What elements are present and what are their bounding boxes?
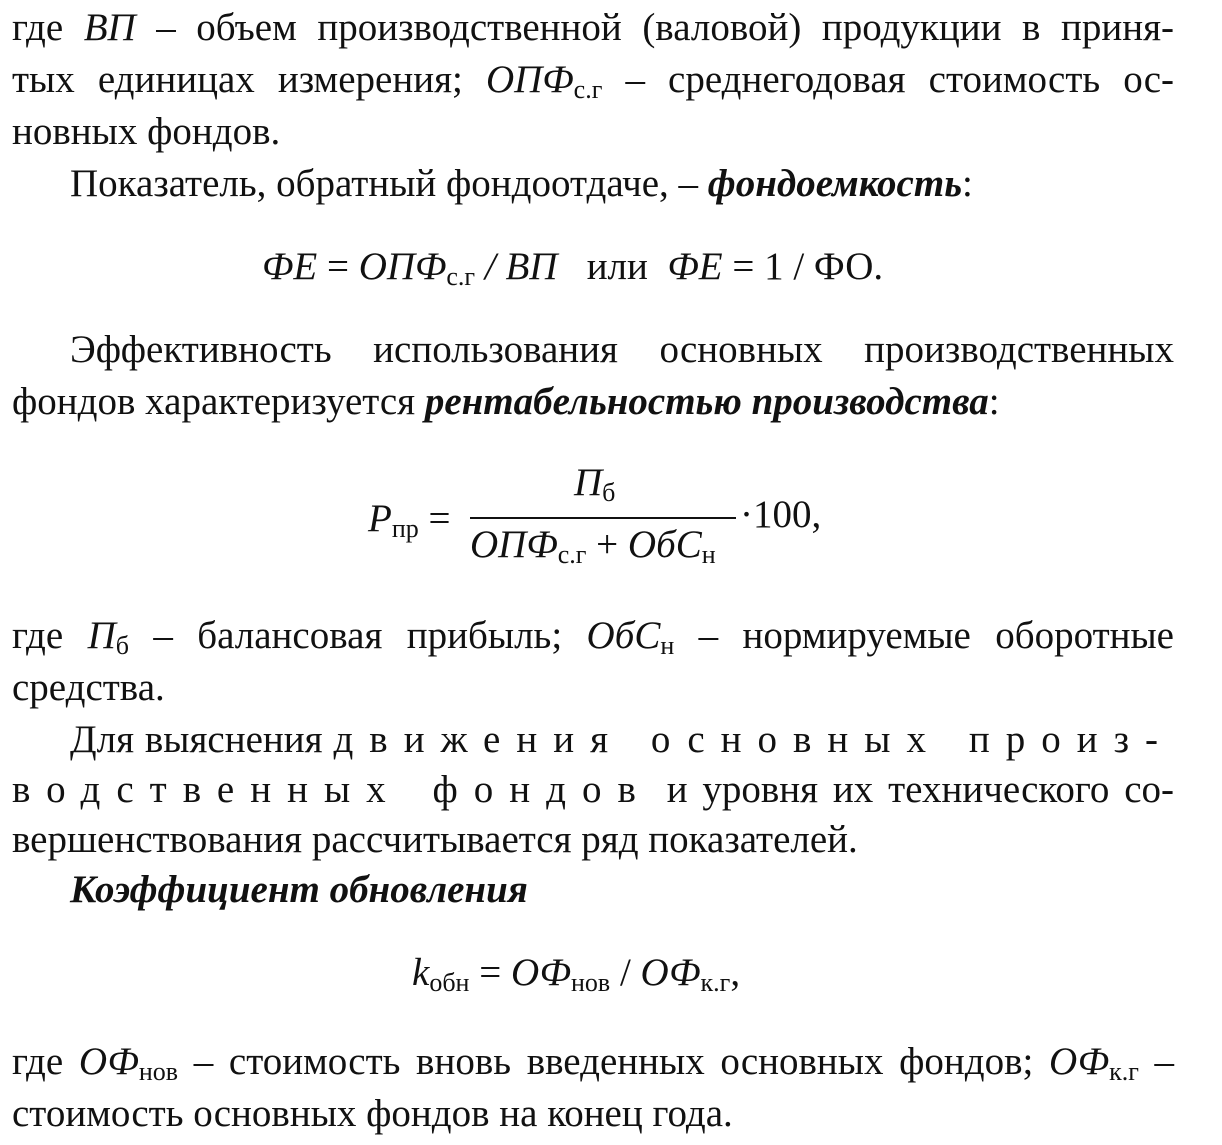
paragraph-line: тых единицах измерения; $ОПФ_{с.г}$ – среднегодовая стоимость ос- [12,58,1174,104]
paragraph-line: вершенствования рассчитывается ряд показателей. [12,818,858,861]
fraction-denominator: $ОПФ_{с.г} + ОбС_н$ [470,523,716,569]
paragraph-line: стоимость основных фондов на конец года. [12,1092,733,1135]
paragraph-line: средства. [12,666,165,709]
term-fondoemkost: фондоемкость [707,162,963,205]
term-rentabelnost: рентабельностью производства [424,380,989,423]
section-heading: Коэффициент обновления [70,868,528,911]
paragraph-line: Для выяснения движения основных произ- [70,718,1174,761]
paragraph-line: новных фондов. [12,110,281,153]
paragraph-line: где $П_б$ – балансовая прибыль; ОбС$_н$ – нормируемые оборотные [12,614,1174,660]
paragraph-line: фондов характеризуется рентабельностью производства: [12,380,1000,423]
formula-k-obn: $k_{обн} = ОФ_{нов} / ОФ_{к.г}$, [412,951,741,997]
formula-rentability: $Р_{пр}$ = $П_б$ $ОПФ_{с.г} + ОбС_н$ ·100, [368,461,822,569]
paragraph-line: Показатель, обратный фондоотдаче, – фондоемкость: [70,162,973,205]
paragraph-line: Эффективность использования основных производственных [70,328,1174,371]
paragraph-line: где $ОФ_{нов}$ – стоимость вновь введенных основных фондов; $ОФ_{к.г}$ – [12,1040,1175,1086]
fraction-bar [470,517,736,519]
fraction-numerator: $П_б$ [574,461,616,507]
paragraph-line: водственных фондов и уровня их технического со- [12,768,1175,811]
formula-fe: ФЕ = $ОПФ_{с.г}$ / ВП или ФЕ = 1 / ФО. [262,245,884,291]
paragraph-line: где ВП – объем производственной (валовой) продукции в приня- [12,6,1174,49]
